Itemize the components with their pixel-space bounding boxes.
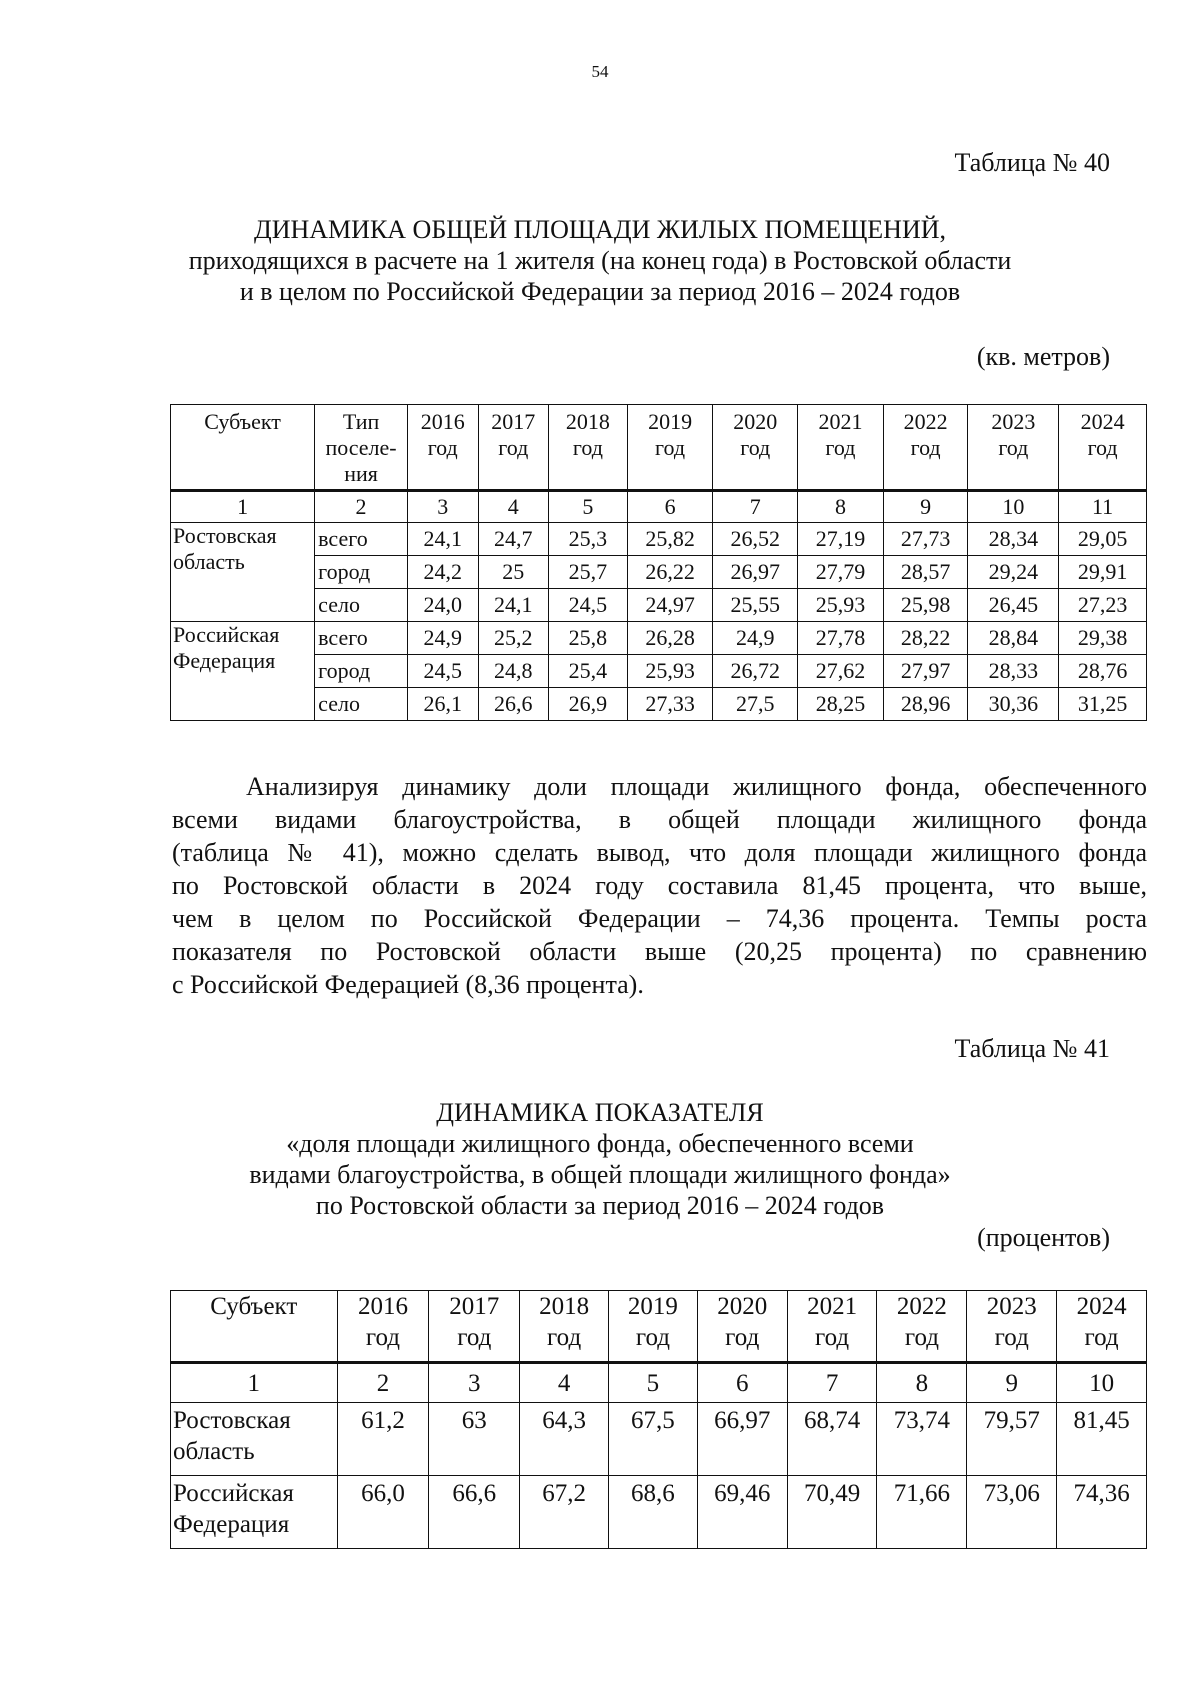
col-number: 8 — [877, 1363, 967, 1403]
year: 2020 — [717, 1293, 768, 1320]
header-subject: Субъект — [171, 405, 315, 491]
year-word: год — [740, 435, 771, 460]
year-word: год — [572, 435, 603, 460]
year-word: год — [725, 1324, 760, 1351]
value-cell: 70,49 — [787, 1476, 877, 1549]
year: 2024 — [1080, 409, 1125, 434]
col-number: 3 — [429, 1363, 520, 1403]
value-cell: 29,24 — [968, 556, 1059, 589]
header-type-line: поселе- — [325, 435, 397, 460]
year-word: год — [655, 435, 686, 460]
value-cell: 24,5 — [407, 655, 478, 688]
value-cell: 24,5 — [549, 589, 628, 622]
year: 2017 — [449, 1293, 500, 1320]
header-year — [609, 1291, 698, 1363]
col-number: 10 — [968, 491, 1059, 523]
header-year — [877, 1291, 967, 1363]
paragraph-line: чем в целом по Российской Федерации – 74,36 процента. Темпы роста — [172, 904, 1147, 933]
year: 2019 — [648, 409, 693, 434]
value-cell: 28,76 — [1059, 655, 1147, 688]
subject-cell — [171, 523, 315, 622]
header-year — [1059, 405, 1147, 491]
table40-title — [130, 214, 1070, 307]
value-cell: 29,91 — [1059, 556, 1147, 589]
table-row — [171, 1476, 1147, 1549]
value-cell: 27,23 — [1059, 589, 1147, 622]
value-cell: 27,19 — [798, 523, 884, 556]
header-year — [627, 405, 713, 491]
value-cell: 63 — [429, 1403, 520, 1476]
col-number: 8 — [798, 491, 884, 523]
year-word: год — [825, 435, 856, 460]
amenities-share-table — [170, 1290, 1147, 1549]
value-cell: 26,72 — [713, 655, 798, 688]
table40-unit: (кв. метров) — [976, 342, 1110, 371]
value-cell: 24,8 — [478, 655, 549, 688]
value-cell: 28,57 — [883, 556, 968, 589]
table-header-row — [171, 1291, 1147, 1363]
value-cell: 24,1 — [478, 589, 549, 622]
value-cell: 81,45 — [1057, 1403, 1147, 1476]
header-year — [798, 405, 884, 491]
table-row — [171, 622, 1147, 655]
type-cell: город — [315, 556, 408, 589]
header-year — [787, 1291, 877, 1363]
paragraph-line: Анализируя динамику доли площади жилищного фонда, обеспеченного — [246, 772, 1147, 801]
value-cell: 29,38 — [1059, 622, 1147, 655]
year: 2022 — [903, 409, 948, 434]
header-year — [520, 1291, 609, 1363]
year: 2018 — [539, 1293, 590, 1320]
value-cell: 25 — [478, 556, 549, 589]
subject-cell — [171, 1403, 338, 1476]
value-cell: 25,3 — [549, 523, 628, 556]
header-year — [1057, 1291, 1147, 1363]
value-cell: 24,1 — [407, 523, 478, 556]
table-header-row — [171, 405, 1147, 491]
value-cell: 25,82 — [627, 523, 713, 556]
value-cell: 28,84 — [968, 622, 1059, 655]
col-number: 9 — [883, 491, 968, 523]
col-number: 11 — [1059, 491, 1147, 523]
table41-title — [130, 1097, 1070, 1221]
value-cell: 25,4 — [549, 655, 628, 688]
year: 2016 — [420, 409, 465, 434]
value-cell: 25,8 — [549, 622, 628, 655]
value-cell: 66,97 — [697, 1403, 787, 1476]
paragraph-line: по Ростовской области в 2024 году составила 81,45 процента, что выше, — [172, 871, 1147, 900]
value-cell: 25,98 — [883, 589, 968, 622]
paragraph-line: всеми видами благоустройства, в общей площади жилищного фонда — [172, 805, 1147, 834]
value-cell: 25,55 — [713, 589, 798, 622]
value-cell: 27,79 — [798, 556, 884, 589]
value-cell: 26,6 — [478, 688, 549, 721]
value-cell: 27,33 — [627, 688, 713, 721]
value-cell: 27,78 — [798, 622, 884, 655]
subject-cell — [171, 622, 315, 721]
type-cell: село — [315, 589, 408, 622]
value-cell: 30,36 — [968, 688, 1059, 721]
value-cell: 26,52 — [713, 523, 798, 556]
year: 2021 — [818, 409, 863, 434]
column-number-row — [171, 1363, 1147, 1403]
value-cell: 28,25 — [798, 688, 884, 721]
value-cell: 73,06 — [967, 1476, 1057, 1549]
header-year — [883, 405, 968, 491]
year: 2017 — [491, 409, 536, 434]
col-number: 10 — [1057, 1363, 1147, 1403]
header-type-line: Тип — [342, 409, 380, 434]
table40-title-line: ДИНАМИКА ОБЩЕЙ ПЛОЩАДИ ЖИЛЫХ ПОМЕЩЕНИЙ, — [253, 215, 947, 244]
value-cell: 68,74 — [787, 1403, 877, 1476]
value-cell: 68,6 — [609, 1476, 698, 1549]
year-word: год — [994, 1324, 1029, 1351]
value-cell: 25,2 — [478, 622, 549, 655]
table41-title-line: по Ростовской области за период 2016 – 2024 годов — [315, 1191, 885, 1220]
paragraph-line: показателя по Ростовской области выше (20,25 процента) по сравнению — [172, 937, 1147, 966]
year: 2024 — [1076, 1293, 1127, 1320]
year-word: год — [904, 1324, 939, 1351]
value-cell: 26,97 — [713, 556, 798, 589]
header-subject: Субъект — [171, 1291, 338, 1363]
col-number: 7 — [713, 491, 798, 523]
value-cell: 31,25 — [1059, 688, 1147, 721]
table41-title-line: видами благоустройства, в общей площади жилищного фонда» — [249, 1160, 951, 1189]
header-year — [478, 405, 549, 491]
col-number: 7 — [787, 1363, 877, 1403]
value-cell: 66,0 — [337, 1476, 429, 1549]
year: 2018 — [565, 409, 610, 434]
header-year — [429, 1291, 520, 1363]
col-number: 6 — [697, 1363, 787, 1403]
value-cell: 26,45 — [968, 589, 1059, 622]
subject-line: область — [173, 549, 245, 574]
year: 2023 — [991, 409, 1036, 434]
year: 2019 — [627, 1293, 678, 1320]
subject-line: Ростовская — [173, 1407, 291, 1434]
value-cell: 26,28 — [627, 622, 713, 655]
table41-title-line: ДИНАМИКА ПОКАЗАТЕЛЯ — [436, 1098, 764, 1127]
subject-line: Ростовская — [173, 523, 277, 548]
value-cell: 29,05 — [1059, 523, 1147, 556]
year-word: год — [1087, 435, 1118, 460]
table-row — [171, 589, 1147, 622]
type-cell: всего — [315, 523, 408, 556]
col-number: 9 — [967, 1363, 1057, 1403]
value-cell: 67,5 — [609, 1403, 698, 1476]
value-cell: 24,9 — [407, 622, 478, 655]
col-number: 1 — [171, 1363, 338, 1403]
header-year — [697, 1291, 787, 1363]
year: 2020 — [733, 409, 778, 434]
year-word: год — [457, 1324, 492, 1351]
year-word: год — [365, 1324, 401, 1351]
value-cell: 25,93 — [798, 589, 884, 622]
value-cell: 26,22 — [627, 556, 713, 589]
type-cell: село — [315, 688, 408, 721]
table-row — [171, 523, 1147, 556]
value-cell: 79,57 — [967, 1403, 1057, 1476]
header-year — [549, 405, 628, 491]
year-word: год — [998, 435, 1029, 460]
table40-title-line: приходящихся в расчете на 1 жителя (на конец года) в Ростовской области — [188, 246, 1012, 275]
year-word: год — [635, 1324, 670, 1351]
year-word: год — [1084, 1324, 1119, 1351]
value-cell: 25,7 — [549, 556, 628, 589]
value-cell: 28,34 — [968, 523, 1059, 556]
value-cell: 25,93 — [627, 655, 713, 688]
year: 2022 — [896, 1293, 947, 1320]
header-year — [713, 405, 798, 491]
value-cell: 24,0 — [407, 589, 478, 622]
subject-line: Российская — [173, 622, 280, 647]
year: 2021 — [807, 1293, 858, 1320]
subject-line: Федерация — [173, 648, 276, 673]
table-row — [171, 1403, 1147, 1476]
value-cell: 26,9 — [549, 688, 628, 721]
value-cell: 24,97 — [627, 589, 713, 622]
header-year — [337, 1291, 429, 1363]
col-number: 2 — [315, 491, 408, 523]
col-number: 5 — [549, 491, 628, 523]
col-number: 1 — [171, 491, 315, 523]
table41-label: Таблица № 41 — [954, 1034, 1110, 1063]
type-cell: всего — [315, 622, 408, 655]
year: 2016 — [357, 1293, 408, 1320]
value-cell: 28,96 — [883, 688, 968, 721]
subject-line: Российская — [173, 1480, 294, 1507]
value-cell: 28,33 — [968, 655, 1059, 688]
year-word: год — [547, 1324, 582, 1351]
table40-label: Таблица № 40 — [954, 148, 1110, 177]
value-cell: 73,74 — [877, 1403, 967, 1476]
paragraph-line: с Российской Федерацией (8,36 процента). — [172, 970, 644, 999]
value-cell: 28,22 — [883, 622, 968, 655]
page-number: 54 — [591, 62, 609, 81]
value-cell: 66,6 — [429, 1476, 520, 1549]
subject-line: Федерация — [173, 1511, 290, 1538]
header-year — [968, 405, 1059, 491]
type-cell: город — [315, 655, 408, 688]
year-word: год — [498, 435, 529, 460]
value-cell: 24,9 — [713, 622, 798, 655]
value-cell: 27,62 — [798, 655, 884, 688]
header-year — [967, 1291, 1057, 1363]
value-cell: 64,3 — [520, 1403, 609, 1476]
table-row — [171, 655, 1147, 688]
year-word: год — [815, 1324, 850, 1351]
table-row — [171, 556, 1147, 589]
col-number: 4 — [520, 1363, 609, 1403]
year-word: год — [427, 435, 458, 460]
value-cell: 26,1 — [407, 688, 478, 721]
paragraph-line: (таблица № 41), можно сделать вывод, что доля площади жилищного фонда — [172, 838, 1147, 867]
year-word: год — [910, 435, 941, 460]
value-cell: 71,66 — [877, 1476, 967, 1549]
col-number: 6 — [627, 491, 713, 523]
analysis-paragraph — [172, 770, 1147, 1001]
value-cell: 67,2 — [520, 1476, 609, 1549]
header-type-line: ния — [344, 461, 378, 486]
table40-title-line: и в целом по Российской Федерации за период 2016 – 2024 годов — [239, 277, 961, 306]
table-row — [171, 688, 1147, 721]
subject-cell — [171, 1476, 338, 1549]
header-settlement-type — [315, 405, 408, 491]
col-number: 2 — [337, 1363, 429, 1403]
col-number: 3 — [407, 491, 478, 523]
col-number: 4 — [478, 491, 549, 523]
value-cell: 24,2 — [407, 556, 478, 589]
value-cell: 24,7 — [478, 523, 549, 556]
value-cell: 27,5 — [713, 688, 798, 721]
housing-area-table — [170, 404, 1147, 721]
value-cell: 27,73 — [883, 523, 968, 556]
value-cell: 27,97 — [883, 655, 968, 688]
year: 2023 — [986, 1293, 1037, 1320]
table41-unit: (процентов) — [977, 1223, 1110, 1252]
table41-title-line: «доля площади жилищного фонда, обеспеченного всеми — [286, 1129, 914, 1158]
value-cell: 69,46 — [697, 1476, 787, 1549]
header-year — [407, 405, 478, 491]
subject-line: область — [173, 1438, 255, 1465]
column-number-row — [171, 491, 1147, 523]
value-cell: 74,36 — [1057, 1476, 1147, 1549]
col-number: 5 — [609, 1363, 698, 1403]
value-cell: 61,2 — [337, 1403, 429, 1476]
